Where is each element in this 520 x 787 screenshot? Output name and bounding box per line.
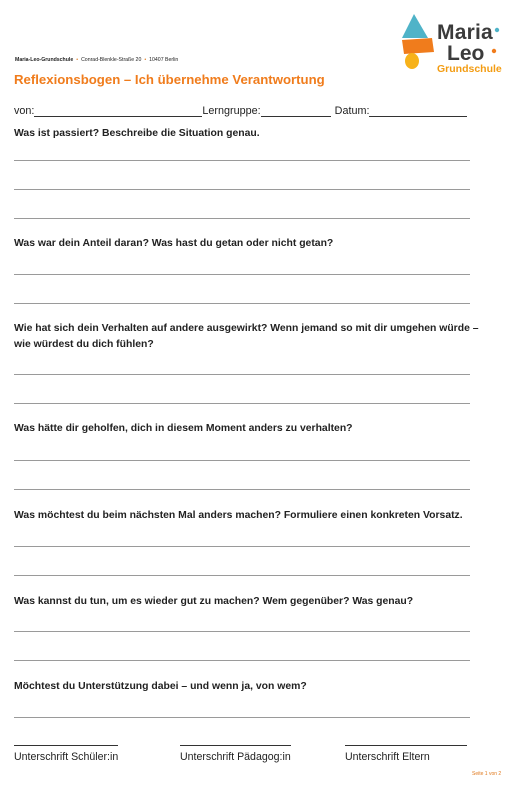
answer-line[interactable] [14, 160, 470, 161]
question-7: Möchtest du Unterstützung dabei – und wenn ja, von wem? [14, 681, 307, 692]
question-4: Was hätte dir geholfen, dich in diesem Moment anders zu verhalten? [14, 423, 353, 434]
school-logo [400, 12, 508, 75]
answer-line[interactable] [14, 489, 470, 490]
signature-line-parents[interactable] [345, 745, 467, 746]
answer-line[interactable] [14, 575, 470, 576]
signature-label-parents: Unterschrift Eltern [345, 751, 430, 763]
logo-teal-triangle [402, 14, 428, 38]
logo-text-maria: Maria [437, 21, 493, 44]
question-3: Wie hat sich dein Verhalten auf andere ausgewirkt? Wenn jemand so mit dir umgehen würde – wie würdest du dich fühlen? [14, 323, 479, 350]
signature-label-student: Unterschrift Schüler:in [14, 751, 119, 763]
logo-text-grundschule: Grundschule [437, 63, 502, 75]
answer-line[interactable] [14, 189, 470, 190]
von-field[interactable] [34, 104, 202, 117]
answer-line[interactable] [14, 546, 470, 547]
answer-line[interactable] [14, 374, 470, 375]
logo-orange-dot [492, 49, 496, 53]
answer-line[interactable] [14, 303, 470, 304]
meta-row [14, 104, 467, 117]
group-label: Lerngruppe: [202, 105, 261, 117]
answer-line[interactable] [14, 403, 470, 404]
logo-yellow-circle [405, 53, 419, 69]
address-school: Maria-Leo-Grundschule [15, 57, 74, 63]
question-5: Was möchtest du beim nächsten Mal anders machen? Formuliere einen konkreten Vorsatz. [14, 510, 463, 521]
logo-orange-band [402, 38, 434, 54]
signature-label-teacher: Unterschrift Pädagog:in [180, 751, 291, 763]
school-address: Maria-Leo-Grundschule • Conrad-Blenkle-Straße 20 • 10407 Berlin [15, 57, 179, 63]
address-street: Conrad-Blenkle-Straße 20 [81, 57, 142, 63]
signature-line-student[interactable] [14, 745, 118, 746]
answer-line[interactable] [14, 218, 470, 219]
question-6: Was kannst du tun, um es wieder gut zu machen? Wem gegenüber? Was genau? [14, 596, 414, 607]
question-2: Was war dein Anteil daran? Was hast du getan oder nicht getan? [14, 238, 334, 249]
logo-teal-dot [495, 28, 499, 32]
von-label: von: [14, 105, 35, 117]
date-field[interactable] [369, 104, 467, 117]
page-title: Reflexionsbogen – Ich übernehme Verantwortung [14, 72, 325, 87]
question-1: Was ist passiert? Beschreibe die Situation genau. [14, 128, 260, 139]
date-label: Datum: [334, 105, 370, 117]
answer-line[interactable] [14, 717, 470, 718]
answer-line[interactable] [14, 460, 470, 461]
answer-line[interactable] [14, 631, 470, 632]
answer-line[interactable] [14, 274, 470, 275]
signature-line-teacher[interactable] [180, 745, 291, 746]
page-number: Seite 1 von 2 [472, 771, 502, 777]
answer-line[interactable] [14, 660, 470, 661]
logo-text-leo: Leo [447, 42, 485, 65]
group-field[interactable] [261, 104, 331, 117]
address-city: 10407 Berlin [149, 57, 179, 63]
